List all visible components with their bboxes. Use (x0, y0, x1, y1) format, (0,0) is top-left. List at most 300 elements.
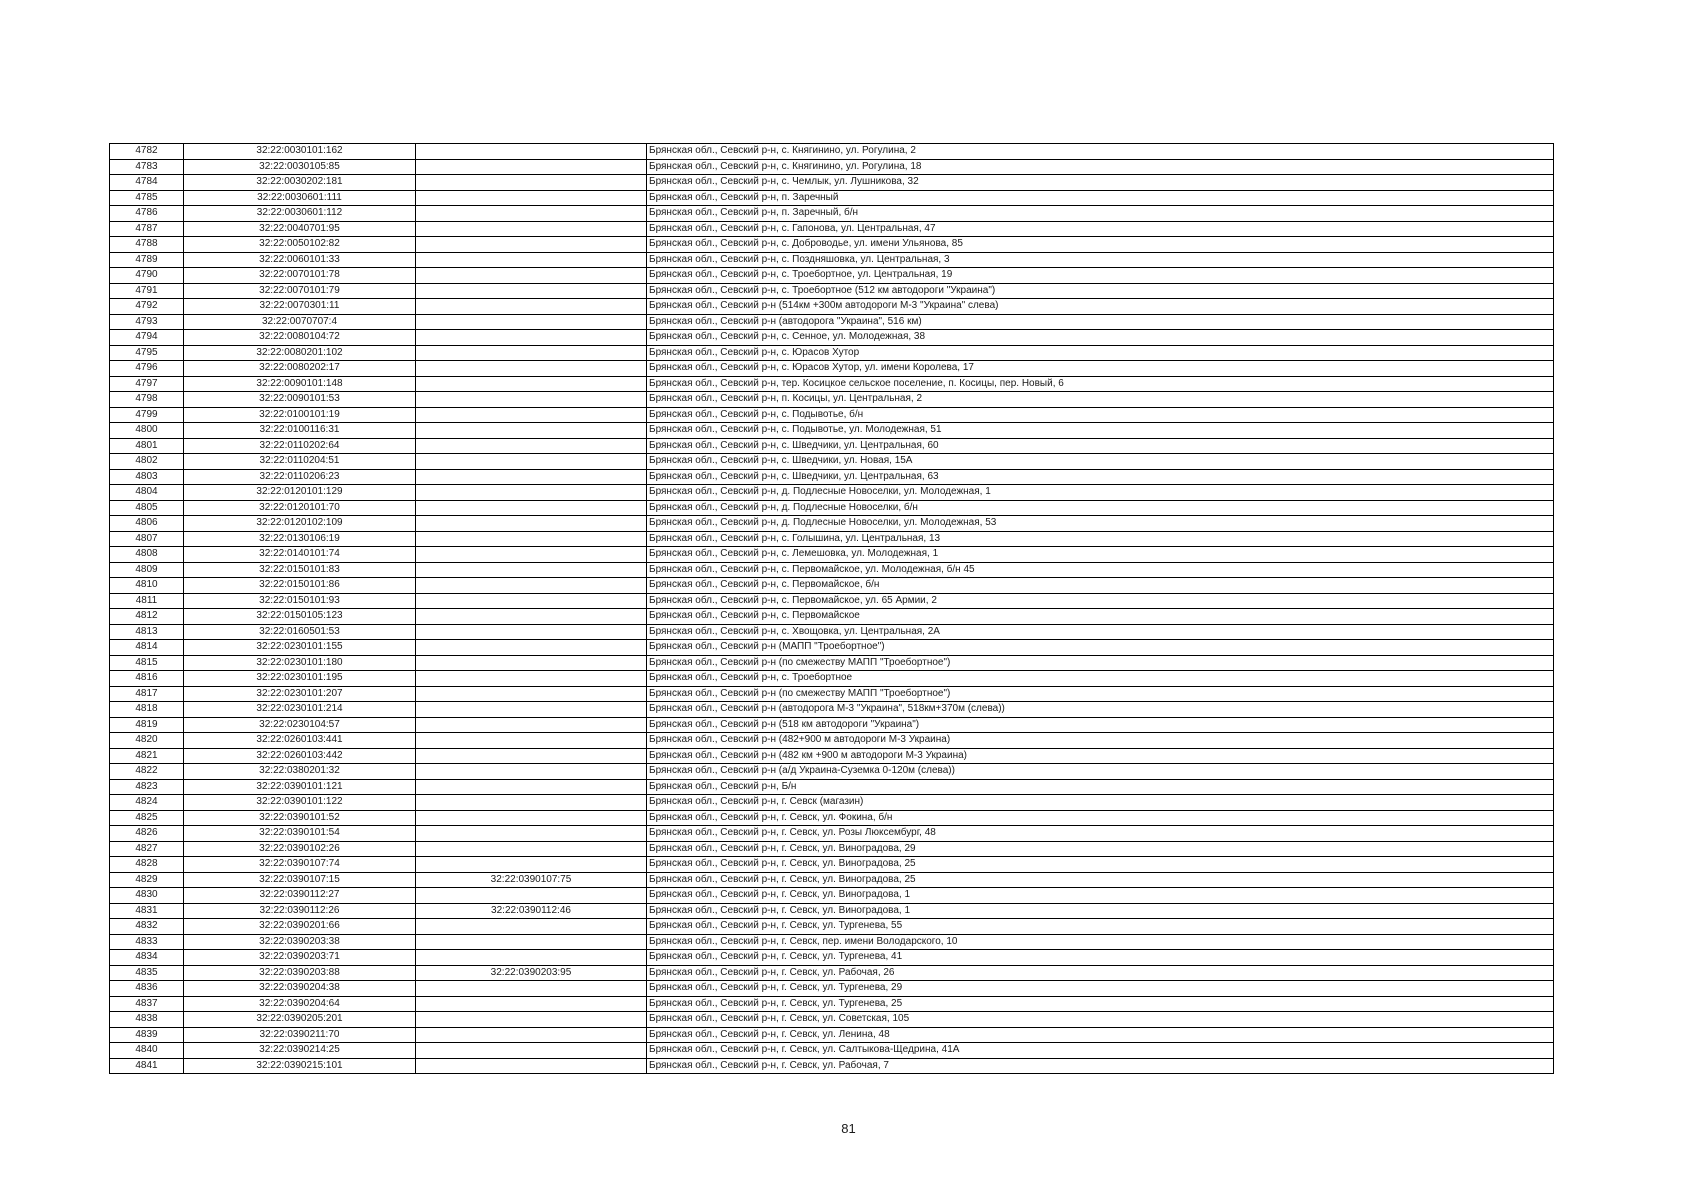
cadastral-number-cell: 32:22:0090101:148 (184, 376, 416, 392)
table-row (110, 547, 1554, 563)
address-cell: Брянская обл., Севский р-н, г. Севск, ул. Тургенева, 25 (647, 996, 1554, 1012)
address-cell: Брянская обл., Севский р-н (автодорога "Украина", 516 км) (647, 314, 1554, 330)
linked-cadastral-number-cell (416, 857, 647, 873)
linked-cadastral-number-cell (416, 144, 647, 160)
address-cell: Брянская обл., Севский р-н, г. Севск, ул. Виноградова, 25 (647, 857, 1554, 873)
row-number-cell: 4815 (110, 655, 184, 671)
table-row (110, 733, 1554, 749)
cadastral-number-cell: 32:22:0030105:85 (184, 159, 416, 175)
row-number-cell: 4798 (110, 392, 184, 408)
row-number-cell: 4810 (110, 578, 184, 594)
address-cell: Брянская обл., Севский р-н, Б/н (647, 779, 1554, 795)
linked-cadastral-number-cell (416, 609, 647, 625)
linked-cadastral-number-cell (416, 206, 647, 222)
table-row (110, 221, 1554, 237)
address-cell: Брянская обл., Севский р-н, п. Косицы, ул. Центральная, 2 (647, 392, 1554, 408)
row-number-cell: 4831 (110, 903, 184, 919)
address-cell: Брянская обл., Севский р-н, с. Первомайское, б/н (647, 578, 1554, 594)
linked-cadastral-number-cell (416, 919, 647, 935)
cadastral-number-cell: 32:22:0260103:442 (184, 748, 416, 764)
address-cell: Брянская обл., Севский р-н (а/д Украина-Суземка 0-120м (слева)) (647, 764, 1554, 780)
address-cell: Брянская обл., Севский р-н, с. Сенное, ул. Молодежная, 38 (647, 330, 1554, 346)
address-cell: Брянская обл., Севский р-н, с. Шведчики, ул. Новая, 15А (647, 454, 1554, 470)
table-row (110, 175, 1554, 191)
table-row (110, 810, 1554, 826)
table-row (110, 237, 1554, 253)
linked-cadastral-number-cell (416, 159, 647, 175)
table-row (110, 996, 1554, 1012)
linked-cadastral-number-cell (416, 996, 647, 1012)
row-number-cell: 4811 (110, 593, 184, 609)
linked-cadastral-number-cell (416, 283, 647, 299)
address-cell: Брянская обл., Севский р-н, г. Севск, ул. Фокина, б/н (647, 810, 1554, 826)
row-number-cell: 4796 (110, 361, 184, 377)
row-number-cell: 4832 (110, 919, 184, 935)
linked-cadastral-number-cell (416, 237, 647, 253)
address-cell: Брянская обл., Севский р-н, г. Севск, ул. Тургенева, 41 (647, 950, 1554, 966)
address-cell: Брянская обл., Севский р-н, с. Княгинино, ул. Рогулина, 18 (647, 159, 1554, 175)
address-cell: Брянская обл., Севский р-н (482 км +900 м автодороги М-3 Украина) (647, 748, 1554, 764)
cadastral-number-cell: 32:22:0390205:201 (184, 1012, 416, 1028)
row-number-cell: 4818 (110, 702, 184, 718)
cadastral-number-cell: 32:22:0030202:181 (184, 175, 416, 191)
table-row (110, 423, 1554, 439)
cadastral-number-cell: 32:22:0130106:19 (184, 531, 416, 547)
linked-cadastral-number-cell (416, 175, 647, 191)
linked-cadastral-number-cell: 32:22:0390112:46 (416, 903, 647, 919)
table-row (110, 469, 1554, 485)
row-number-cell: 4812 (110, 609, 184, 625)
row-number-cell: 4790 (110, 268, 184, 284)
table-row (110, 640, 1554, 656)
linked-cadastral-number-cell (416, 190, 647, 206)
table-row (110, 903, 1554, 919)
linked-cadastral-number-cell (416, 717, 647, 733)
cadastral-number-cell: 32:22:0390204:38 (184, 981, 416, 997)
linked-cadastral-number-cell (416, 1058, 647, 1074)
linked-cadastral-number-cell (416, 624, 647, 640)
table-row (110, 841, 1554, 857)
cadastral-number-cell: 32:22:0390203:88 (184, 965, 416, 981)
cadastral-number-cell: 32:22:0230101:195 (184, 671, 416, 687)
linked-cadastral-number-cell (416, 438, 647, 454)
cadastral-number-cell: 32:22:0390101:54 (184, 826, 416, 842)
linked-cadastral-number-cell: 32:22:0390107:75 (416, 872, 647, 888)
row-number-cell: 4803 (110, 469, 184, 485)
row-number-cell: 4826 (110, 826, 184, 842)
table-row (110, 268, 1554, 284)
row-number-cell: 4830 (110, 888, 184, 904)
row-number-cell: 4797 (110, 376, 184, 392)
address-cell: Брянская обл., Севский р-н, с. Лемешовка, ул. Молодежная, 1 (647, 547, 1554, 563)
cadastral-number-cell: 32:22:0050102:82 (184, 237, 416, 253)
table-row (110, 857, 1554, 873)
linked-cadastral-number-cell (416, 562, 647, 578)
row-number-cell: 4838 (110, 1012, 184, 1028)
registry-table (109, 143, 1554, 1074)
address-cell: Брянская обл., Севский р-н, тер. Косицкое сельское поселение, п. Косицы, пер. Новый, 6 (647, 376, 1554, 392)
cadastral-number-cell: 32:22:0030601:111 (184, 190, 416, 206)
linked-cadastral-number-cell (416, 376, 647, 392)
row-number-cell: 4840 (110, 1043, 184, 1059)
row-number-cell: 4782 (110, 144, 184, 160)
row-number-cell: 4789 (110, 252, 184, 268)
address-cell: Брянская обл., Севский р-н, с. Троебортное (647, 671, 1554, 687)
cadastral-number-cell: 32:22:0030601:112 (184, 206, 416, 222)
cadastral-number-cell: 32:22:0390112:27 (184, 888, 416, 904)
linked-cadastral-number-cell (416, 671, 647, 687)
address-cell: Брянская обл., Севский р-н, с. Доброводье, ул. имени Ульянова, 85 (647, 237, 1554, 253)
linked-cadastral-number-cell (416, 1027, 647, 1043)
address-cell: Брянская обл., Севский р-н, с. Первомайское (647, 609, 1554, 625)
linked-cadastral-number-cell (416, 764, 647, 780)
table-row (110, 144, 1554, 160)
row-number-cell: 4814 (110, 640, 184, 656)
linked-cadastral-number-cell (416, 640, 647, 656)
row-number-cell: 4821 (110, 748, 184, 764)
address-cell: Брянская обл., Севский р-н, с. Шведчики, ул. Центральная, 60 (647, 438, 1554, 454)
table-row (110, 330, 1554, 346)
table-row (110, 779, 1554, 795)
linked-cadastral-number-cell (416, 252, 647, 268)
table-row (110, 624, 1554, 640)
cadastral-number-cell: 32:22:0110204:51 (184, 454, 416, 470)
linked-cadastral-number-cell (416, 531, 647, 547)
cadastral-number-cell: 32:22:0390107:15 (184, 872, 416, 888)
cadastral-number-cell: 32:22:0390203:71 (184, 950, 416, 966)
linked-cadastral-number-cell (416, 268, 647, 284)
address-cell: Брянская обл., Севский р-н (514км +300м автодороги М-3 "Украина" слева) (647, 299, 1554, 315)
cadastral-number-cell: 32:22:0080202:17 (184, 361, 416, 377)
cadastral-number-cell: 32:22:0380201:32 (184, 764, 416, 780)
cadastral-number-cell: 32:22:0150101:86 (184, 578, 416, 594)
table-row (110, 748, 1554, 764)
table-row (110, 965, 1554, 981)
row-number-cell: 4793 (110, 314, 184, 330)
row-number-cell: 4806 (110, 516, 184, 532)
row-number-cell: 4828 (110, 857, 184, 873)
table-row (110, 454, 1554, 470)
linked-cadastral-number-cell (416, 330, 647, 346)
table-row (110, 826, 1554, 842)
linked-cadastral-number-cell (416, 1043, 647, 1059)
row-number-cell: 4817 (110, 686, 184, 702)
registry-table-body (110, 144, 1554, 1074)
row-number-cell: 4839 (110, 1027, 184, 1043)
address-cell: Брянская обл., Севский р-н, п. Заречный (647, 190, 1554, 206)
address-cell: Брянская обл., Севский р-н, г. Севск, ул. Виноградова, 1 (647, 903, 1554, 919)
address-cell: Брянская обл., Севский р-н, г. Севск, ул. Виноградова, 25 (647, 872, 1554, 888)
table-row (110, 190, 1554, 206)
linked-cadastral-number-cell (416, 423, 647, 439)
address-cell: Брянская обл., Севский р-н, с. Голышина, ул. Центральная, 13 (647, 531, 1554, 547)
linked-cadastral-number-cell (416, 547, 647, 563)
table-row (110, 206, 1554, 222)
linked-cadastral-number-cell (416, 748, 647, 764)
address-cell: Брянская обл., Севский р-н, г. Севск, ул. Советская, 105 (647, 1012, 1554, 1028)
address-cell: Брянская обл., Севский р-н, п. Заречный, б/н (647, 206, 1554, 222)
cadastral-number-cell: 32:22:0390211:70 (184, 1027, 416, 1043)
row-number-cell: 4795 (110, 345, 184, 361)
row-number-cell: 4833 (110, 934, 184, 950)
linked-cadastral-number-cell (416, 469, 647, 485)
address-cell: Брянская обл., Севский р-н, г. Севск, ул. Рабочая, 26 (647, 965, 1554, 981)
table-row (110, 655, 1554, 671)
row-number-cell: 4834 (110, 950, 184, 966)
table-row (110, 671, 1554, 687)
table-row (110, 500, 1554, 516)
address-cell: Брянская обл., Севский р-н, г. Севск, ул. Ленина, 48 (647, 1027, 1554, 1043)
linked-cadastral-number-cell (416, 485, 647, 501)
table-row (110, 950, 1554, 966)
row-number-cell: 4827 (110, 841, 184, 857)
row-number-cell: 4794 (110, 330, 184, 346)
linked-cadastral-number-cell (416, 1012, 647, 1028)
table-row (110, 392, 1554, 408)
cadastral-number-cell: 32:22:0110206:23 (184, 469, 416, 485)
table-row (110, 407, 1554, 423)
address-cell: Брянская обл., Севский р-н, д. Подлесные Новоселки, ул. Молодежная, 1 (647, 485, 1554, 501)
address-cell: Брянская обл., Севский р-н, с. Юрасов Хутор (647, 345, 1554, 361)
row-number-cell: 4819 (110, 717, 184, 733)
linked-cadastral-number-cell (416, 299, 647, 315)
address-cell: Брянская обл., Севский р-н (по смежеству МАПП "Троебортное") (647, 655, 1554, 671)
table-row (110, 283, 1554, 299)
cadastral-number-cell: 32:22:0260103:441 (184, 733, 416, 749)
linked-cadastral-number-cell (416, 221, 647, 237)
cadastral-number-cell: 32:22:0060101:33 (184, 252, 416, 268)
address-cell: Брянская обл., Севский р-н (автодорога М-3 "Украина", 518км+370м (слева)) (647, 702, 1554, 718)
linked-cadastral-number-cell (416, 826, 647, 842)
table-row (110, 919, 1554, 935)
cadastral-number-cell: 32:22:0120101:70 (184, 500, 416, 516)
linked-cadastral-number-cell (416, 578, 647, 594)
row-number-cell: 4841 (110, 1058, 184, 1074)
address-cell: Брянская обл., Севский р-н (518 км автодороги "Украина") (647, 717, 1554, 733)
linked-cadastral-number-cell (416, 361, 647, 377)
linked-cadastral-number-cell (416, 686, 647, 702)
cadastral-number-cell: 32:22:0100101:19 (184, 407, 416, 423)
address-cell: Брянская обл., Севский р-н, с. Подывотье, б/н (647, 407, 1554, 423)
address-cell: Брянская обл., Севский р-н, г. Севск, ул. Тургенева, 29 (647, 981, 1554, 997)
row-number-cell: 4799 (110, 407, 184, 423)
cadastral-number-cell: 32:22:0390107:74 (184, 857, 416, 873)
cadastral-number-cell: 32:22:0150105:123 (184, 609, 416, 625)
address-cell: Брянская обл., Севский р-н, с. Хвощовка, ул. Центральная, 2А (647, 624, 1554, 640)
linked-cadastral-number-cell (416, 841, 647, 857)
cadastral-number-cell: 32:22:0230101:214 (184, 702, 416, 718)
table-row (110, 981, 1554, 997)
linked-cadastral-number-cell: 32:22:0390203:95 (416, 965, 647, 981)
row-number-cell: 4807 (110, 531, 184, 547)
row-number-cell: 4792 (110, 299, 184, 315)
address-cell: Брянская обл., Севский р-н, д. Подлесные Новоселки, б/н (647, 500, 1554, 516)
address-cell: Брянская обл., Севский р-н, д. Подлесные Новоселки, ул. Молодежная, 53 (647, 516, 1554, 532)
cadastral-number-cell: 32:22:0040701:95 (184, 221, 416, 237)
table-row (110, 438, 1554, 454)
row-number-cell: 4788 (110, 237, 184, 253)
address-cell: Брянская обл., Севский р-н, г. Севск (магазин) (647, 795, 1554, 811)
linked-cadastral-number-cell (416, 733, 647, 749)
table-row (110, 702, 1554, 718)
cadastral-number-cell: 32:22:0390101:121 (184, 779, 416, 795)
linked-cadastral-number-cell (416, 345, 647, 361)
cadastral-number-cell: 32:22:0070707:4 (184, 314, 416, 330)
address-cell: Брянская обл., Севский р-н, г. Севск, ул. Виноградова, 29 (647, 841, 1554, 857)
table-row (110, 1043, 1554, 1059)
row-number-cell: 4836 (110, 981, 184, 997)
table-row (110, 314, 1554, 330)
address-cell: Брянская обл., Севский р-н, г. Севск, ул. Рабочая, 7 (647, 1058, 1554, 1074)
row-number-cell: 4829 (110, 872, 184, 888)
row-number-cell: 4816 (110, 671, 184, 687)
linked-cadastral-number-cell (416, 934, 647, 950)
table-row (110, 562, 1554, 578)
cadastral-number-cell: 32:22:0140101:74 (184, 547, 416, 563)
linked-cadastral-number-cell (416, 392, 647, 408)
cadastral-number-cell: 32:22:0230101:155 (184, 640, 416, 656)
cadastral-number-cell: 32:22:0150101:93 (184, 593, 416, 609)
address-cell: Брянская обл., Севский р-н, с. Чемлык, ул. Лушникова, 32 (647, 175, 1554, 191)
cadastral-number-cell: 32:22:0390112:26 (184, 903, 416, 919)
table-row (110, 252, 1554, 268)
row-number-cell: 4791 (110, 283, 184, 299)
cadastral-number-cell: 32:22:0390203:38 (184, 934, 416, 950)
linked-cadastral-number-cell (416, 702, 647, 718)
cadastral-number-cell: 32:22:0120101:129 (184, 485, 416, 501)
row-number-cell: 4824 (110, 795, 184, 811)
table-row (110, 888, 1554, 904)
address-cell: Брянская обл., Севский р-н, с. Юрасов Хутор, ул. имени Королева, 17 (647, 361, 1554, 377)
row-number-cell: 4787 (110, 221, 184, 237)
address-cell: Брянская обл., Севский р-н (482+900 м автодороги М-3 Украина) (647, 733, 1554, 749)
linked-cadastral-number-cell (416, 950, 647, 966)
table-row (110, 1027, 1554, 1043)
row-number-cell: 4835 (110, 965, 184, 981)
address-cell: Брянская обл., Севский р-н, с. Гапонова, ул. Центральная, 47 (647, 221, 1554, 237)
row-number-cell: 4809 (110, 562, 184, 578)
cadastral-number-cell: 32:22:0390102:26 (184, 841, 416, 857)
row-number-cell: 4825 (110, 810, 184, 826)
table-row (110, 717, 1554, 733)
address-cell: Брянская обл., Севский р-н, г. Севск, ул. Салтыкова-Щедрина, 41А (647, 1043, 1554, 1059)
cadastral-number-cell: 32:22:0080201:102 (184, 345, 416, 361)
cadastral-number-cell: 32:22:0030101:162 (184, 144, 416, 160)
linked-cadastral-number-cell (416, 810, 647, 826)
cadastral-number-cell: 32:22:0160501:53 (184, 624, 416, 640)
linked-cadastral-number-cell (416, 655, 647, 671)
table-row (110, 345, 1554, 361)
linked-cadastral-number-cell (416, 407, 647, 423)
cadastral-number-cell: 32:22:0390204:64 (184, 996, 416, 1012)
table-row (110, 485, 1554, 501)
address-cell: Брянская обл., Севский р-н, с. Подывотье, ул. Молодежная, 51 (647, 423, 1554, 439)
table-row (110, 361, 1554, 377)
cadastral-number-cell: 32:22:0230104:57 (184, 717, 416, 733)
table-row (110, 531, 1554, 547)
row-number-cell: 4800 (110, 423, 184, 439)
cadastral-number-cell: 32:22:0390101:122 (184, 795, 416, 811)
address-cell: Брянская обл., Севский р-н, с. Троебортное (512 км автодороги "Украина") (647, 283, 1554, 299)
linked-cadastral-number-cell (416, 795, 647, 811)
table-row (110, 1058, 1554, 1074)
cadastral-number-cell: 32:22:0230101:207 (184, 686, 416, 702)
cadastral-number-cell: 32:22:0090101:53 (184, 392, 416, 408)
address-cell: Брянская обл., Севский р-н, с. Первомайское, ул. 65 Армии, 2 (647, 593, 1554, 609)
table-row (110, 764, 1554, 780)
cadastral-number-cell: 32:22:0390101:52 (184, 810, 416, 826)
address-cell: Брянская обл., Севский р-н, с. Троебортное, ул. Центральная, 19 (647, 268, 1554, 284)
table-row (110, 159, 1554, 175)
row-number-cell: 4804 (110, 485, 184, 501)
cadastral-number-cell: 32:22:0070101:79 (184, 283, 416, 299)
row-number-cell: 4785 (110, 190, 184, 206)
row-number-cell: 4808 (110, 547, 184, 563)
cadastral-number-cell: 32:22:0390214:25 (184, 1043, 416, 1059)
address-cell: Брянская обл., Севский р-н, с. Поздняшовка, ул. Центральная, 3 (647, 252, 1554, 268)
address-cell: Брянская обл., Севский р-н, г. Севск, ул. Розы Люксембург, 48 (647, 826, 1554, 842)
linked-cadastral-number-cell (416, 314, 647, 330)
cadastral-number-cell: 32:22:0230101:180 (184, 655, 416, 671)
row-number-cell: 4802 (110, 454, 184, 470)
linked-cadastral-number-cell (416, 981, 647, 997)
table-row (110, 578, 1554, 594)
row-number-cell: 4813 (110, 624, 184, 640)
table-row (110, 686, 1554, 702)
row-number-cell: 4837 (110, 996, 184, 1012)
cadastral-number-cell: 32:22:0070101:78 (184, 268, 416, 284)
cadastral-number-cell: 32:22:0110202:64 (184, 438, 416, 454)
row-number-cell: 4784 (110, 175, 184, 191)
row-number-cell: 4823 (110, 779, 184, 795)
page-number: 81 (841, 1121, 856, 1136)
address-cell: Брянская обл., Севский р-н, г. Севск, ул. Тургенева, 55 (647, 919, 1554, 935)
linked-cadastral-number-cell (416, 779, 647, 795)
table-row (110, 516, 1554, 532)
cadastral-number-cell: 32:22:0150101:83 (184, 562, 416, 578)
table-row (110, 299, 1554, 315)
address-cell: Брянская обл., Севский р-н (по смежеству МАПП "Троебортное") (647, 686, 1554, 702)
table-row (110, 795, 1554, 811)
table-row (110, 376, 1554, 392)
cadastral-number-cell: 32:22:0390215:101 (184, 1058, 416, 1074)
address-cell: Брянская обл., Севский р-н, с. Шведчики, ул. Центральная, 63 (647, 469, 1554, 485)
linked-cadastral-number-cell (416, 454, 647, 470)
row-number-cell: 4805 (110, 500, 184, 516)
row-number-cell: 4822 (110, 764, 184, 780)
linked-cadastral-number-cell (416, 888, 647, 904)
table-row (110, 1012, 1554, 1028)
table-row (110, 593, 1554, 609)
linked-cadastral-number-cell (416, 500, 647, 516)
cadastral-number-cell: 32:22:0070301:11 (184, 299, 416, 315)
row-number-cell: 4820 (110, 733, 184, 749)
row-number-cell: 4783 (110, 159, 184, 175)
row-number-cell: 4786 (110, 206, 184, 222)
address-cell: Брянская обл., Севский р-н, с. Княгинино, ул. Рогулина, 2 (647, 144, 1554, 160)
cadastral-number-cell: 32:22:0100116:31 (184, 423, 416, 439)
table-row (110, 872, 1554, 888)
cadastral-number-cell: 32:22:0120102:109 (184, 516, 416, 532)
address-cell: Брянская обл., Севский р-н, г. Севск, ул. Виноградова, 1 (647, 888, 1554, 904)
cadastral-number-cell: 32:22:0390201:66 (184, 919, 416, 935)
address-cell: Брянская обл., Севский р-н (МАПП "Троебортное") (647, 640, 1554, 656)
linked-cadastral-number-cell (416, 516, 647, 532)
row-number-cell: 4801 (110, 438, 184, 454)
linked-cadastral-number-cell (416, 593, 647, 609)
cadastral-number-cell: 32:22:0080104:72 (184, 330, 416, 346)
table-row (110, 609, 1554, 625)
